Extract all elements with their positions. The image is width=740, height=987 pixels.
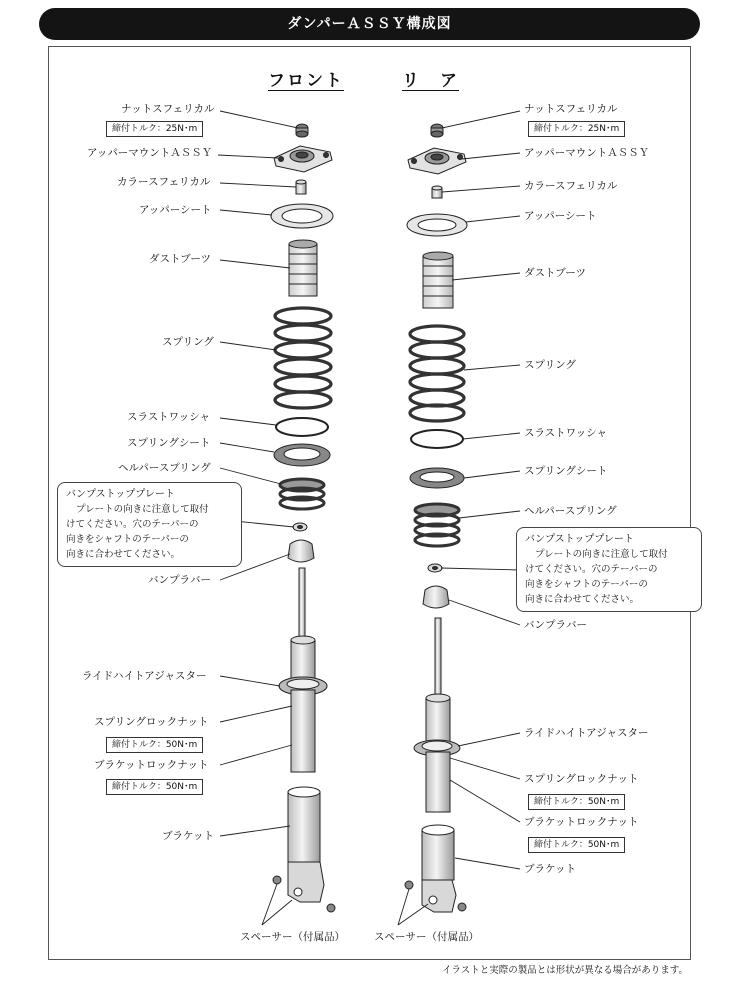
front-label-bracket-lock-nut: ブラケットロックナット <box>94 759 209 771</box>
rear-dust-boot <box>423 252 453 308</box>
front-label-upper-mount: アッパーマウントＡＳＳＹ <box>87 147 213 159</box>
rear-label-spacer: スペーサー（付属品） <box>374 931 479 943</box>
front-main-spring <box>275 308 331 408</box>
front-label-dust-boot: ダストブーツ <box>149 253 211 265</box>
front-label-spring: スプリング <box>162 336 214 348</box>
front-collar-spherical <box>296 180 306 194</box>
rear-nut-spherical <box>431 124 443 137</box>
rear-bracket-lock-torque: 締付トルク：50N･m <box>528 837 625 853</box>
front-upper-seat <box>271 204 333 228</box>
rear-note-line: プレートの向きに注意して取付 <box>535 549 668 560</box>
rear-spring-lock-torque: 締付トルク：50N･m <box>528 794 625 810</box>
rear-nut-torque: 締付トルク：25N･m <box>528 121 625 137</box>
rear-thrust-washer <box>411 430 463 448</box>
front-helper-spring <box>280 479 324 509</box>
front-label-helper-spring: ヘルパースプリング <box>118 462 211 474</box>
rear-spring-seat <box>410 468 464 488</box>
front-column-heading: フロント <box>268 71 344 91</box>
front-bracket <box>273 787 335 912</box>
rear-collar-spherical <box>432 186 442 198</box>
rear-label-bracket-lock-nut: ブラケットロックナット <box>524 816 639 828</box>
rear-label-nut-spherical: ナットスフェリカル <box>524 103 618 115</box>
front-bump-stop-plate <box>293 523 307 531</box>
front-bump-stop-note <box>57 482 242 567</box>
footnote: イラストと実際の製品とは形状が異なる場合があります。 <box>442 965 688 976</box>
rear-label-upper-mount: アッパーマウントＡＳＳＹ <box>524 147 650 159</box>
rear-damper-body <box>414 618 460 812</box>
rear-bracket <box>405 825 466 912</box>
leader-lines <box>218 111 520 925</box>
front-label-nut-spherical: ナットスフェリカル <box>121 103 215 115</box>
rear-label-bracket: ブラケット <box>524 863 576 875</box>
front-note-title: バンプストッププレート <box>66 489 175 500</box>
diagram-title: ダンパーＡＳＳＹ構成図 <box>39 8 700 40</box>
rear-label-thrust-washer: スラストワッシャ <box>524 427 607 439</box>
rear-bump-rubber <box>423 586 449 608</box>
front-label-ride-height-adjuster: ライドハイトアジャスター <box>82 670 207 682</box>
rear-bump-stop-note <box>516 527 702 612</box>
rear-main-spring <box>410 326 464 421</box>
rear-note-line: 向きをシャフトのテーパーの <box>525 579 648 590</box>
front-label-bracket: ブラケット <box>162 830 214 842</box>
rear-note-line: 向きに合わせてください。 <box>525 594 640 605</box>
rear-label-ride-height-adjuster: ライドハイトアジャスター <box>524 727 649 739</box>
rear-label-upper-seat: アッパーシート <box>524 210 597 222</box>
front-spring-lock-torque: 締付トルク：50N･m <box>106 737 203 753</box>
front-bracket-lock-torque: 締付トルク：50N･m <box>106 779 203 795</box>
rear-label-dust-boot: ダストブーツ <box>524 267 586 279</box>
front-label-thrust-washer: スラストワッシャ <box>127 411 210 423</box>
rear-label-collar-spherical: カラースフェリカル <box>524 180 618 192</box>
rear-upper-seat <box>407 214 467 236</box>
front-upper-mount <box>274 146 332 172</box>
front-note-line: 向きに合わせてください。 <box>66 549 181 560</box>
front-thrust-washer <box>276 418 328 436</box>
rear-label-bump-rubber: バンプラバー <box>524 619 587 631</box>
front-nut-spherical <box>296 124 308 137</box>
rear-note-line: けてください。穴のテーパーの <box>525 564 658 575</box>
rear-column-heading: リ ア <box>402 71 459 91</box>
front-label-upper-seat: アッパーシート <box>139 204 212 216</box>
front-note-line: 向きをシャフトのテーパーの <box>66 534 189 545</box>
front-bump-rubber <box>288 540 314 562</box>
front-label-spacer: スペーサー（付属品） <box>240 931 345 943</box>
rear-helper-spring <box>415 504 459 546</box>
front-spring-seat <box>274 444 330 466</box>
front-dust-boot <box>289 240 317 296</box>
front-label-spring-seat: スプリングシート <box>127 437 211 449</box>
rear-label-spring: スプリング <box>524 359 576 371</box>
rear-bump-stop-plate <box>428 564 442 572</box>
front-nut-torque: 締付トルク：25N･m <box>106 121 203 137</box>
front-note-line: けてください。穴のテーパーの <box>66 519 199 530</box>
front-damper-body <box>279 568 327 772</box>
front-label-bump-rubber: バンプラバー <box>148 574 211 586</box>
rear-label-helper-spring: ヘルパースプリング <box>524 505 617 517</box>
front-label-spring-lock-nut: スプリングロックナット <box>94 716 209 728</box>
rear-label-spring-lock-nut: スプリングロックナット <box>524 773 639 785</box>
front-label-collar-spherical: カラースフェリカル <box>117 176 211 188</box>
rear-note-title: バンプストッププレート <box>525 534 634 545</box>
rear-upper-mount <box>408 148 466 174</box>
front-note-line: プレートの向きに注意して取付 <box>76 504 209 515</box>
rear-label-spring-seat: スプリングシート <box>524 465 608 477</box>
